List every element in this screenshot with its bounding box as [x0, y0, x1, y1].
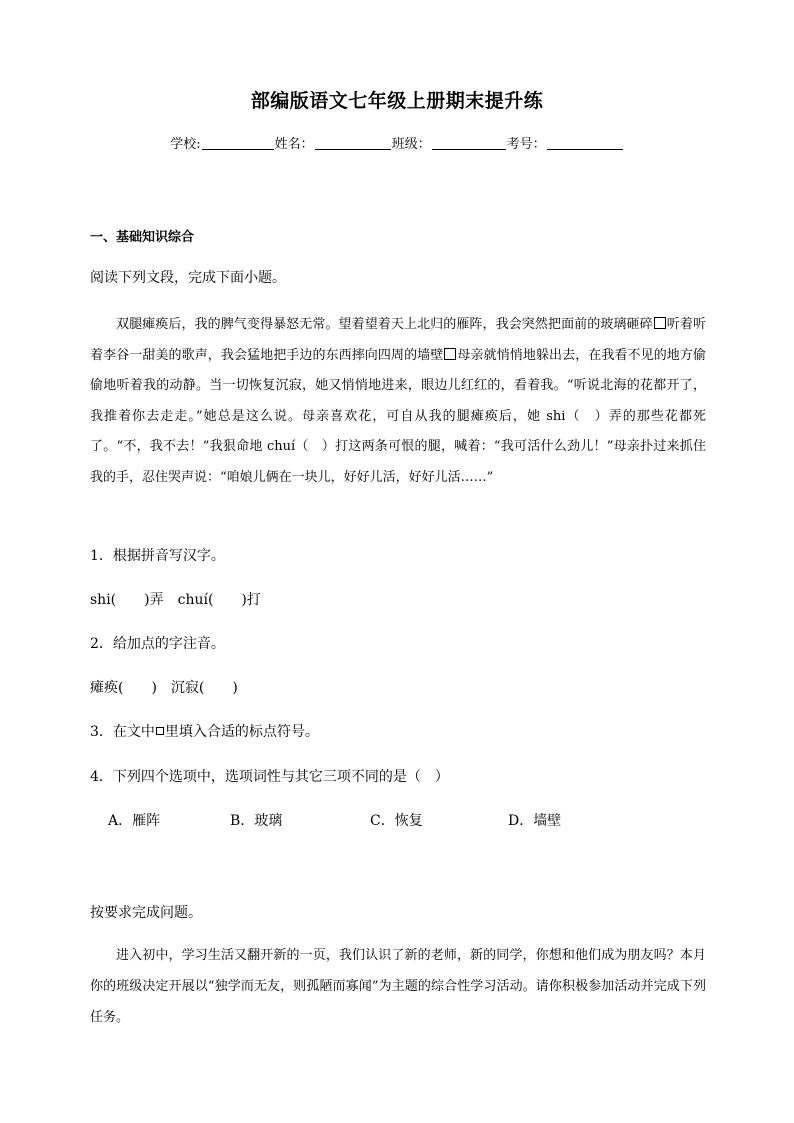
small-box-icon	[156, 727, 164, 735]
class-blank[interactable]	[432, 136, 506, 150]
punctuation-box-2[interactable]	[444, 348, 456, 360]
number-blank[interactable]	[547, 136, 623, 150]
activity-passage-text: 进入初中，学习生活又翻开新的一页，我们认识了新的老师，新的同学，你想和他们成为朋友吗？本月你的班级决定开展以“独学而无友，则孤陋而寡闻”为主题的综合性学习活动。请你积极参加活动并完成下列任务。	[90, 948, 706, 1025]
passage-part-2: 听着听着李谷一甜美的歌声，我会猛地把手边的东西摔向四周的墙壁	[90, 317, 706, 363]
option-c[interactable]: C．恢复	[370, 813, 423, 829]
option-a[interactable]: A．雁阵	[108, 813, 161, 829]
passage-part-3: 母亲就悄悄地躲出去，在我看不见的地方偷偷地听着我的动静。当一切恢复沉寂，她又悄悄地进来，眼边儿红红的，看着我。“听说北海的花都开了，我推着你去走走。”她总是这么说。母亲喜欢花，可自从我的腿瘫痪后，她 shi（ ）弄的那些花都死了。“不，我不去！”我狠命地 chuí（ ）打这两条可恨的腿，喊着：“我可活什么劲儿！”母亲扑过来抓住我的手，忍住哭声说：“咱娘儿俩在一块儿，好好儿活，好好儿活……”	[90, 347, 706, 485]
task-instruction: 按要求完成问题。	[90, 905, 202, 921]
question-2-answer-line[interactable]: 瘫痪( ) 沉寂( )	[90, 680, 238, 696]
question-1: 1．根据拼音写汉字。	[90, 548, 225, 564]
reading-passage	[90, 310, 706, 494]
section-heading: 一、基础知识综合	[90, 230, 195, 245]
page-title: 部编版语文七年级上册期末提升练	[250, 90, 544, 112]
class-label: 班级：	[391, 137, 431, 152]
question-3-text-after: 里填入合适的标点符号。	[164, 724, 319, 740]
option-b[interactable]: B．玻璃	[230, 813, 283, 829]
question-2: 2．给加点的字注音。	[90, 636, 225, 652]
reading-instruction: 阅读下列文段，完成下面小题。	[90, 270, 286, 286]
punctuation-box-1[interactable]	[654, 317, 666, 329]
question-4: 4．下列四个选项中，选项词性与其它三项不同的是（ ）	[90, 769, 449, 785]
name-label: 姓名：	[274, 137, 314, 152]
number-label: 考号：	[506, 137, 546, 152]
activity-passage	[90, 940, 706, 1033]
student-info-line	[0, 133, 794, 152]
school-blank[interactable]	[202, 136, 274, 150]
question-3-text-before: 3．在文中	[90, 724, 155, 740]
school-label: 学校:	[170, 137, 201, 152]
name-blank[interactable]	[315, 136, 391, 150]
option-d[interactable]: D．墙壁	[508, 813, 562, 829]
passage-part-1: 双腿瘫痪后，我的脾气变得暴怒无常。望着望着天上北归的雁阵，我会突然把面前的玻璃砸碎	[116, 317, 653, 332]
question-3	[90, 721, 319, 741]
question-1-answer-line[interactable]: shi( )弄 chuí( )打	[90, 592, 261, 608]
